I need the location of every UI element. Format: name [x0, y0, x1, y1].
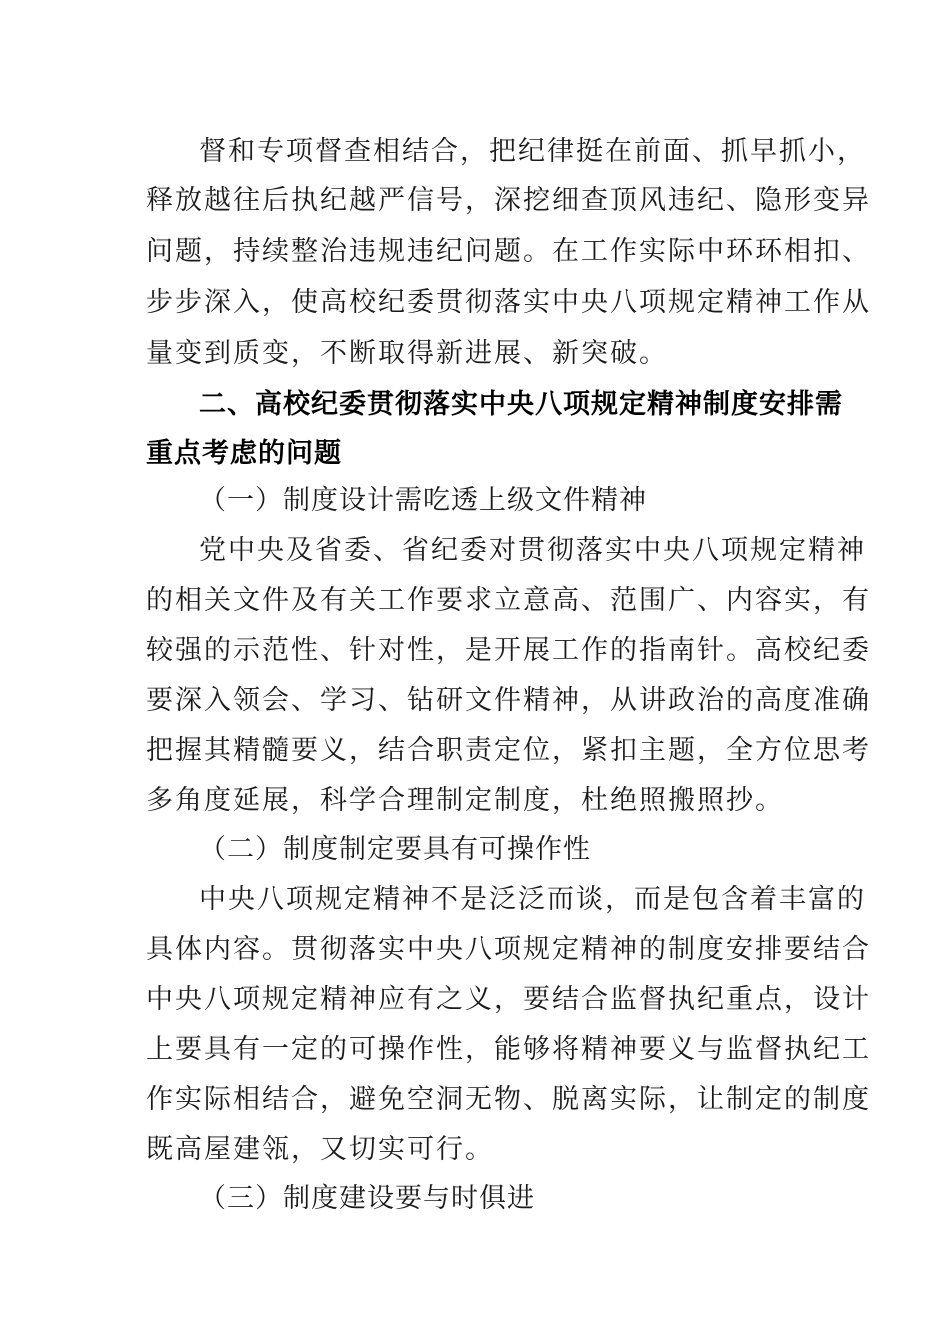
paragraph-line: 作实际相结合，避免空洞无物、脱离实际，让制定的制度 — [146, 1084, 871, 1115]
paragraph-line: 问题，持续整治违规违纪问题。在工作实际中环环相扣、 — [146, 236, 871, 267]
subsection-title: （一）制度设计需吃透上级文件精神 — [199, 485, 647, 516]
subsection-title: （二）制度制定要具有可操作性 — [199, 834, 591, 865]
paragraph-line: 把握其精髓要义，结合职责定位，紧扣主题，全方位思考 — [146, 735, 871, 766]
paragraph-line: 上要具有一定的可操作性，能够将精神要义与监督执纪工 — [146, 1034, 871, 1065]
section-heading-line: 重点考虑的问题 — [146, 438, 342, 469]
subsection-title: （三）制度建设要与时俱进 — [199, 1183, 535, 1214]
paragraph-line: 督和专项督查相结合，把纪律挺在前面、抓早抓小， — [199, 136, 866, 167]
paragraph-line: 中央八项规定精神不是泛泛而谈，而是包含着丰富的 — [199, 884, 866, 915]
paragraph-line: 步步深入，使高校纪委贯彻落实中央八项规定精神工作从 — [146, 287, 871, 318]
paragraph-line: 量变到质变，不断取得新进展、新突破。 — [146, 338, 668, 369]
paragraph-line: 的相关文件及有关工作要求立意高、范围广、内容实，有 — [146, 585, 871, 616]
paragraph-line: 党中央及省委、省纪委对贯彻落实中央八项规定精神 — [199, 535, 866, 566]
paragraph-line: 释放越往后执纪越严信号，深挖细查顶风违纪、隐形变异 — [146, 185, 871, 216]
paragraph-line: 具体内容。贯彻落实中央八项规定精神的制度安排要结合 — [146, 934, 871, 965]
section-heading-line: 二、高校纪委贯彻落实中央八项规定精神制度安排需 — [199, 389, 843, 420]
paragraph-line: 多角度延展，科学合理制定制度，杜绝照搬照抄。 — [146, 785, 784, 816]
paragraph-line: 较强的示范性、针对性，是开展工作的指南针。高校纪委 — [146, 635, 871, 666]
paragraph-line: 要深入领会、学习、钻研文件精神，从讲政治的高度准确 — [146, 685, 871, 716]
paragraph-line: 中央八项规定精神应有之义，要结合监督执纪重点，设计 — [146, 984, 871, 1015]
paragraph-line: 既高屋建瓴，又切实可行。 — [146, 1134, 494, 1165]
